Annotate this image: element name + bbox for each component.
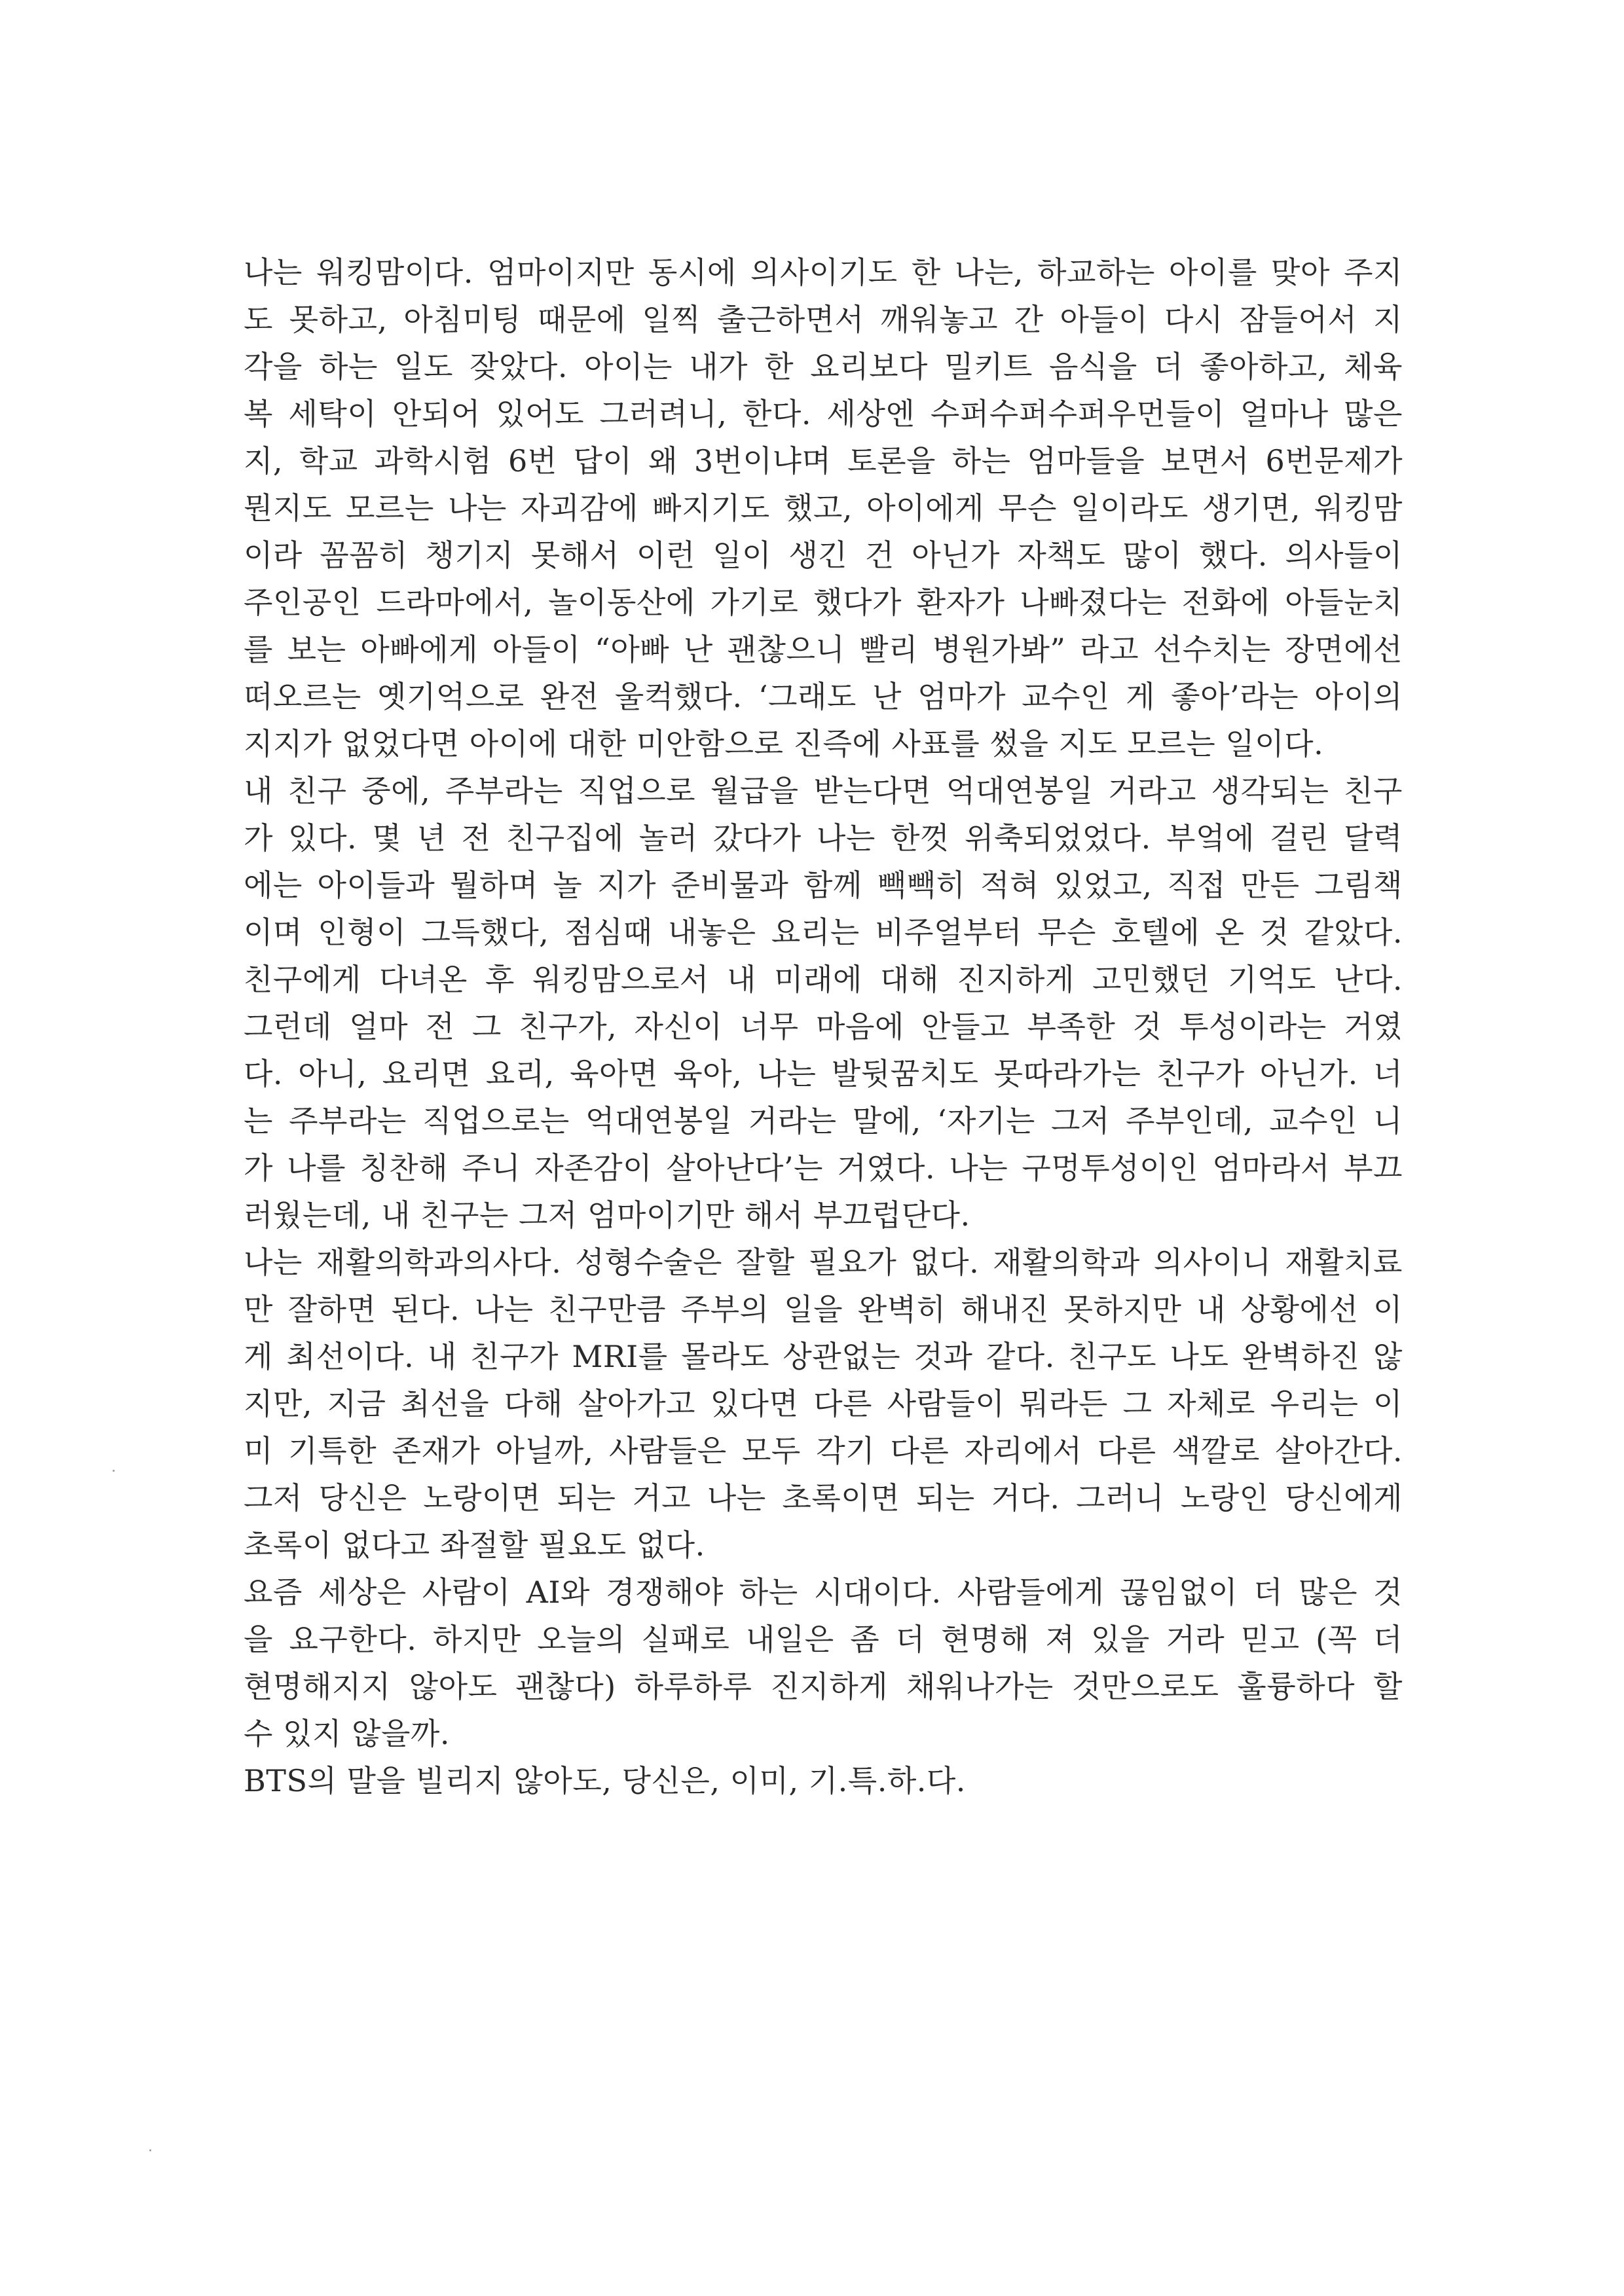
text-line: 떠오르는 옛기억으로 완전 울컥했다. ‘그래도 난 엄마가 교수인 게 좋아’라는 아이의 [244, 679, 1403, 714]
text-line: 가 나를 칭찬해 주니 자존감이 살아난다’는 거였다. 나는 구멍투성이인 엄마라서 부끄 [244, 1150, 1403, 1186]
text-line: 도 못하고, 아침미팅 때문에 일찍 출근하면서 깨워놓고 간 아들이 다시 잠들어서 지 [244, 302, 1403, 337]
paragraph-3 [244, 1239, 1403, 1569]
text-line: 현명해지지 않아도 괜찮다) 하루하루 진지하게 채워나가는 것만으로도 훌륭하다 할 [244, 1669, 1403, 1704]
text-line: 는 주부라는 직업으로는 억대연봉일 거라는 말에, ‘자기는 그저 주부인데, 교수인 니 [244, 1103, 1403, 1139]
text-line: 지, 학교 과학시험 6번 답이 왜 3번이냐며 토론을 하는 엄마들을 보면서 6번문제가 [244, 443, 1403, 479]
text-line: 그저 당신은 노랑이면 되는 거고 나는 초록이면 되는 거다. 그러니 노랑인 당신에게 [244, 1480, 1403, 1516]
text-line: 요즘 세상은 사람이 AI와 경쟁해야 하는 시대이다. 사람들에게 끊임없이 더 많은 것 [244, 1575, 1403, 1610]
paragraph-2 [244, 767, 1403, 1239]
text-line: 이라 꼼꼼히 챙기지 못해서 이런 일이 생긴 건 아닌가 자책도 많이 했다. 의사들이 [244, 538, 1403, 573]
text-line: 가 있다. 몇 년 전 친구집에 놀러 갔다가 나는 한껏 위축되었었다. 부엌에 걸린 달력 [244, 820, 1403, 856]
text-line: 을 요구한다. 하지만 오늘의 실패로 내일은 좀 더 현명해 져 있을 거라 믿고 (꼭 더 [244, 1622, 1403, 1657]
text-line: 뭔지도 모르는 나는 자괴감에 빠지기도 했고, 아이에게 무슨 일이라도 생기면, 워킹맘 [244, 490, 1403, 526]
text-line: 그런데 얼마 전 그 친구가, 자신이 너무 마음에 안들고 부족한 것 투성이라는 거였 [244, 1009, 1403, 1044]
paragraph-1 [244, 249, 1403, 767]
paragraph-5 [244, 1757, 1403, 1804]
text-line: 이며 인형이 그득했다, 점심때 내놓은 요리는 비주얼부터 무슨 호텔에 온 것 같았다. [244, 915, 1403, 950]
text-line: 주인공인 드라마에서, 놀이동산에 가기로 했다가 환자가 나빠졌다는 전화에 아들눈치 [244, 585, 1403, 620]
text-line: 지지가 없었다면 아이에 대한 미안함으로 진즉에 사표를 썼을 지도 모르는 일이다. [244, 726, 1324, 761]
text-line: 미 기특한 존재가 아닐까, 사람들은 모두 각기 다른 자리에서 다른 색깔로 살아간다. [244, 1433, 1403, 1468]
text-line: 초록이 없다고 좌절할 필요도 없다. [244, 1527, 705, 1563]
text-line: 나는 재활의학과의사다. 성형수술은 잘할 필요가 없다. 재활의학과 의사이니 재활치료 [244, 1245, 1403, 1280]
text-line: 복 세탁이 안되어 있어도 그러려니, 한다. 세상엔 수퍼수퍼수퍼우먼들이 얼마나 많은 [244, 396, 1403, 431]
text-line: 수 있지 않을까. [244, 1716, 450, 1751]
scan-speck [113, 1470, 115, 1472]
text-line: 러웠는데, 내 친구는 그저 엄마이기만 해서 부끄럽단다. [244, 1197, 970, 1233]
text-line: BTS의 말을 빌리지 않아도, 당신은, 이미, 기.특.하.다. [244, 1763, 966, 1798]
text-line: 를 보는 아빠에게 아들이 “아빠 난 괜찮으니 빨리 병원가봐” 라고 선수치는 장면에선 [244, 632, 1403, 667]
text-line: 지만, 지금 최선을 다해 살아가고 있다면 다른 사람들이 뭐라든 그 자체로 우리는 이 [244, 1386, 1403, 1421]
text-line: 만 잘하면 된다. 나는 친구만큼 주부의 일을 완벽히 해내진 못하지만 내 상황에선 이 [244, 1292, 1403, 1327]
text-line: 나는 워킹맘이다. 엄마이지만 동시에 의사이기도 한 나는, 하교하는 아이를 맞아 주지 [244, 255, 1403, 290]
essay-body [244, 249, 1403, 1804]
paragraph-4 [244, 1569, 1403, 1757]
text-line: 게 최선이다. 내 친구가 MRI를 몰라도 상관없는 것과 같다. 친구도 나도 완벽하진 않 [244, 1339, 1403, 1374]
scan-speck [149, 2149, 151, 2151]
text-line: 친구에게 다녀온 후 워킹맘으로서 내 미래에 대해 진지하게 고민했던 기억도 난다. [244, 962, 1403, 997]
text-line: 다. 아니, 요리면 요리, 육아면 육아, 나는 발뒷꿈치도 못따라가는 친구가 아닌가. 너 [244, 1056, 1403, 1091]
text-line: 각을 하는 일도 잦았다. 아이는 내가 한 요리보다 밀키트 음식을 더 좋아하고, 체육 [244, 349, 1403, 384]
text-line: 에는 아이들과 뭘하며 놀 지가 준비물과 함께 빽빽히 적혀 있었고, 직접 만든 그림책 [244, 867, 1403, 903]
text-line: 내 친구 중에, 주부라는 직업으로 월급을 받는다면 억대연봉일 거라고 생각되는 친구 [244, 773, 1403, 809]
